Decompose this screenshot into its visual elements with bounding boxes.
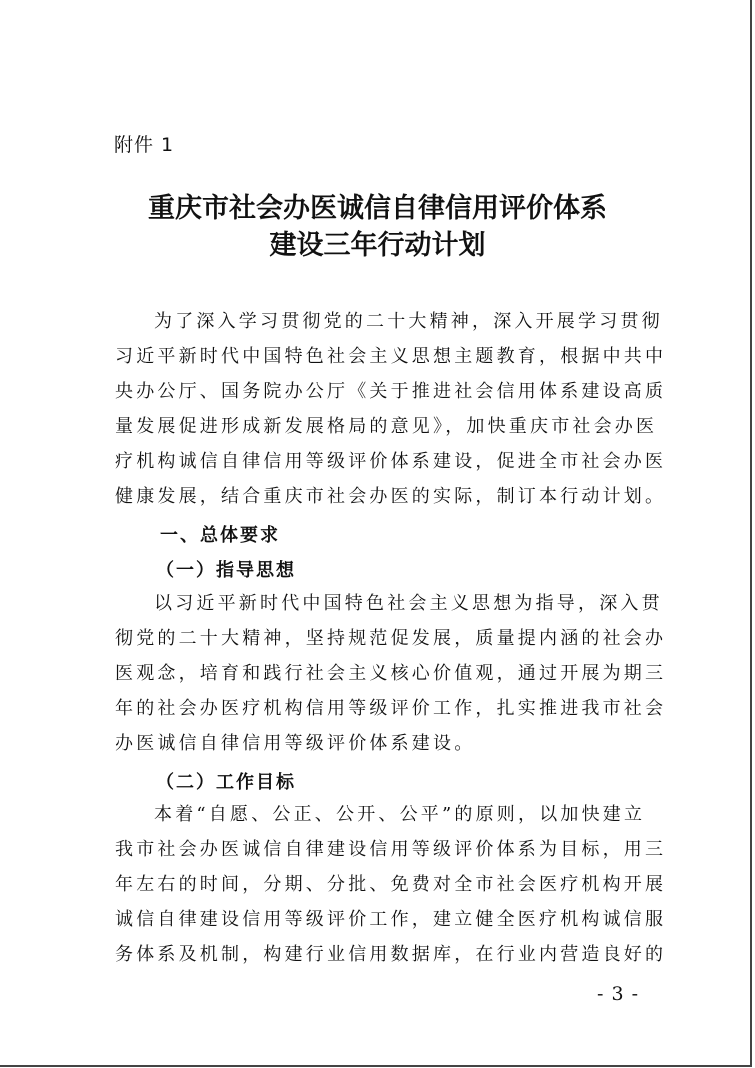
intro-line: 量发展促进形成新发展格局的意见》，加快重庆市社会办医 bbox=[115, 416, 658, 437]
document-title-line-1: 重庆市社会办医诚信自律信用评价体系 bbox=[148, 193, 607, 224]
section-heading-general-requirements: 一、总体要求 bbox=[160, 525, 280, 546]
attachment-label: 附件 1 bbox=[114, 134, 175, 156]
body-line: 彻党的二十大精神，坚持规范促发展，质量提内涵的社会办 bbox=[115, 628, 667, 649]
document-title-line-2: 建设三年行动计划 bbox=[269, 230, 486, 261]
body-line: 以习近平新时代中国特色社会主义思想为指导，深入贯 bbox=[154, 593, 663, 614]
body-line: 我市社会办医诚信自律建设信用等级评价体系为目标，用三 bbox=[115, 839, 667, 860]
body-line: 医观念，培育和践行社会主义核心价值观，通过开展为期三 bbox=[115, 663, 667, 684]
body-line: 年的社会办医疗机构信用等级评价工作，扎实推进我市社会 bbox=[115, 698, 667, 719]
intro-line: 央办公厅、国务院办公厅《关于推进社会信用体系建设高质 bbox=[115, 381, 667, 402]
subsection-heading-work-goals: （二）工作目标 bbox=[156, 772, 296, 793]
page-edge-bottom bbox=[0, 1065, 752, 1067]
body-line: 办医诚信自律信用等级评价体系建设。 bbox=[115, 733, 476, 754]
body-line: 务体系及机制，构建行业信用数据库，在行业内营造良好的 bbox=[115, 944, 667, 965]
body-line: 年左右的时间，分期、分批、免费对全市社会医疗机构开展 bbox=[115, 874, 667, 895]
body-line: 诚信自律建设信用等级评价工作，建立健全医疗机构诚信服 bbox=[115, 909, 667, 930]
intro-line: 健康发展，结合重庆市社会办医的实际，制订本行动计划。 bbox=[115, 486, 667, 507]
intro-line: 习近平新时代中国特色社会主义思想主题教育，根据中共中 bbox=[115, 346, 667, 367]
intro-line: 疗机构诚信自律信用等级评价体系建设，促进全市社会办医 bbox=[115, 451, 667, 472]
page-number: - 3 - bbox=[597, 983, 640, 1005]
intro-line: 为了深入学习贯彻党的二十大精神，深入开展学习贯彻 bbox=[154, 311, 663, 332]
subsection-heading-guiding-ideology: （一）指导思想 bbox=[156, 560, 296, 581]
body-line: 本着“自愿、公正、公开、公平”的原则，以加快建立 bbox=[154, 804, 646, 825]
page-edge-right bbox=[750, 0, 752, 1066]
